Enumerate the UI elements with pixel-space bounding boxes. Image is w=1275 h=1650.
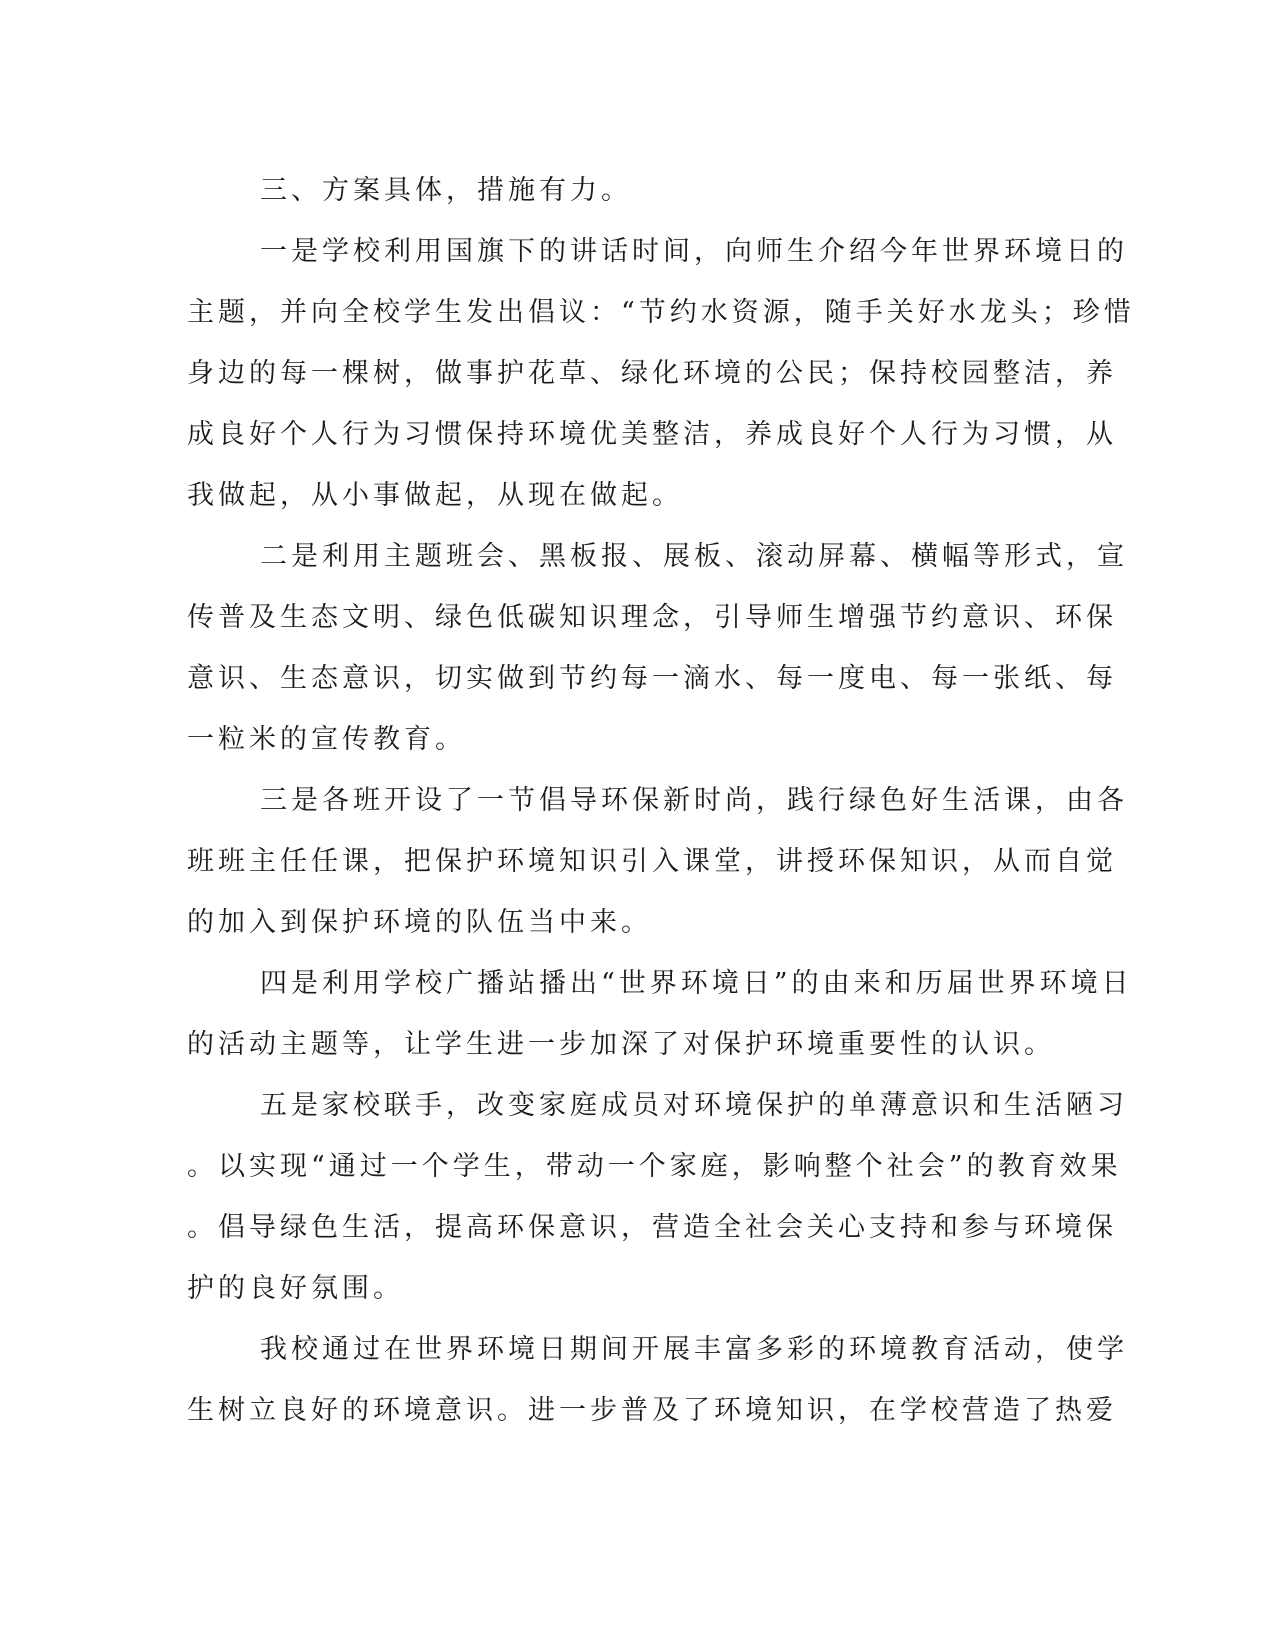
document-body bbox=[187, 160, 1135, 1441]
text-line: 二是利用主题班会、黑板报、展板、滚动屏幕、横幅等形式，宣 bbox=[260, 541, 1128, 572]
text-line: 。以实现“通过一个学生，带动一个家庭，影响整个社会”的教育效果 bbox=[187, 1151, 1122, 1182]
text-line: 五是家校联手，改变家庭成员对环境保护的单薄意识和生活陋习 bbox=[260, 1090, 1128, 1121]
text-line: 主题，并向全校学生发出倡议：“节约水资源，随手关好水龙头；珍惜 bbox=[187, 297, 1135, 328]
text-line: 成良好个人行为习惯保持环境优美整洁，养成良好个人行为习惯，从 bbox=[187, 419, 1117, 450]
text-line: 一是学校利用国旗下的讲话时间，向师生介绍今年世界环境日的 bbox=[260, 236, 1128, 267]
text-line: 班班主任任课，把保护环境知识引入课堂，讲授环保知识，从而自觉 bbox=[187, 846, 1117, 877]
text-line: 意识、生态意识，切实做到节约每一滴水、每一度电、每一张纸、每 bbox=[187, 663, 1117, 694]
text-line: 生树立良好的环境意识。进一步普及了环境知识，在学校营造了热爱 bbox=[187, 1395, 1117, 1426]
paragraph-measure-five bbox=[187, 1075, 1128, 1319]
text-line: 我校通过在世界环境日期间开展丰富多彩的环境教育活动，使学 bbox=[260, 1334, 1128, 1365]
text-line: 的活动主题等，让学生进一步加深了对保护环境重要性的认识。 bbox=[187, 1029, 1055, 1060]
paragraph-measure-one bbox=[187, 221, 1135, 526]
paragraph-measure-four bbox=[187, 953, 1133, 1075]
text-line: 传普及生态文明、绿色低碳知识理念，引导师生增强节约意识、环保 bbox=[187, 602, 1117, 633]
text-line: 护的良好氛围。 bbox=[187, 1273, 404, 1304]
paragraph-measure-two bbox=[187, 526, 1128, 770]
text-line: 一粒米的宣传教育。 bbox=[187, 724, 466, 755]
text-line: 三、方案具体，措施有力。 bbox=[260, 175, 632, 206]
text-line: 的加入到保护环境的队伍当中来。 bbox=[187, 907, 652, 938]
paragraph-measure-three bbox=[187, 770, 1128, 953]
paragraph-summary bbox=[187, 1319, 1128, 1441]
text-line: 身边的每一棵树，做事护花草、绿化环境的公民；保持校园整洁，养 bbox=[187, 358, 1117, 389]
text-line: 三是各班开设了一节倡导环保新时尚，践行绿色好生活课，由各 bbox=[260, 785, 1128, 816]
text-line: 四是利用学校广播站播出“世界环境日”的由来和历届世界环境日 bbox=[260, 968, 1133, 999]
text-line: 我做起，从小事做起，从现在做起。 bbox=[187, 480, 683, 511]
text-line: 。倡导绿色生活，提高环保意识，营造全社会关心支持和参与环境保 bbox=[187, 1212, 1117, 1243]
paragraph-section-heading bbox=[187, 160, 1067, 221]
